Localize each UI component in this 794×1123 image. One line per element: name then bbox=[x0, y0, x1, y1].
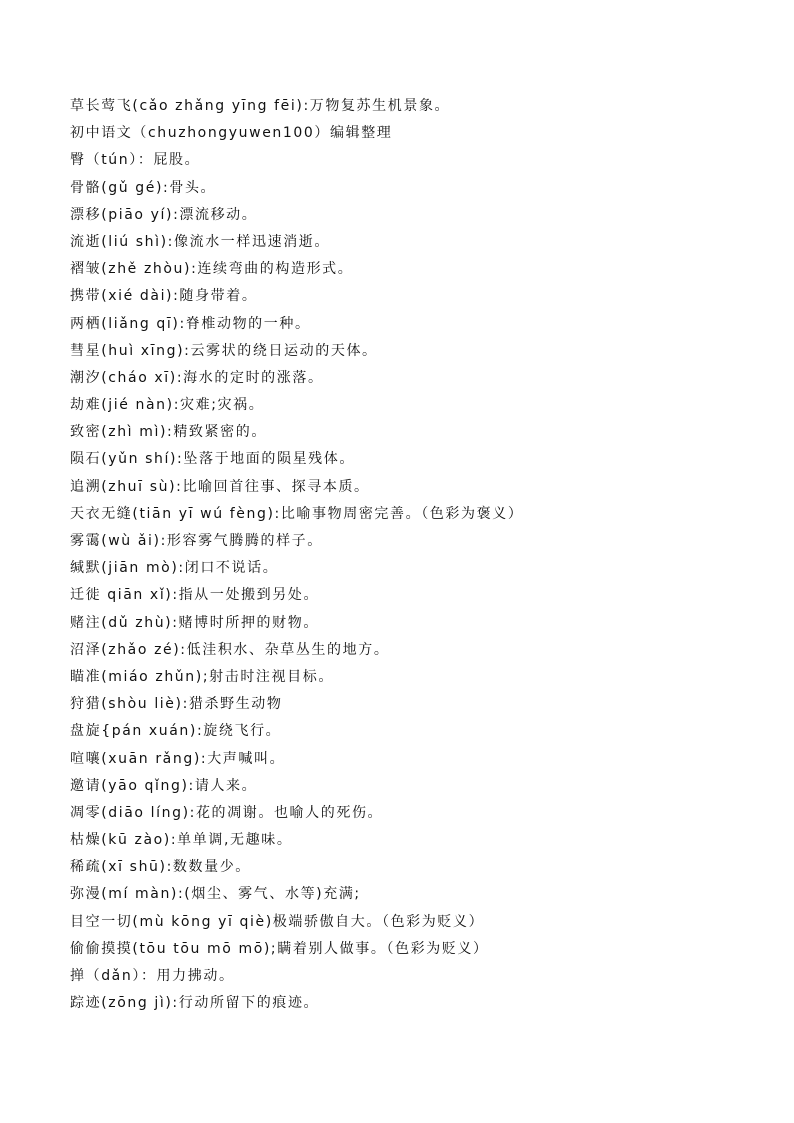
vocabulary-line: 陨石(yǔn shí):坠落于地面的陨星残体。 bbox=[70, 451, 355, 468]
vocabulary-line: 喧嚷(xuān rǎng):大声喊叫。 bbox=[70, 750, 286, 767]
vocabulary-line: 潮汐(cháo xī):海水的定时的涨落。 bbox=[70, 369, 324, 386]
vocabulary-line: 盘旋{pán xuán):旋绕飞行。 bbox=[70, 723, 282, 740]
vocabulary-line: 掸（dǎn）：用力拂动。 bbox=[70, 968, 235, 984]
vocabulary-line: 骨骼(gǔ gé):骨头。 bbox=[70, 179, 217, 196]
vocabulary-line: 彗星(huì xīng):云雾状的绕日运动的天体。 bbox=[70, 342, 378, 359]
vocabulary-line: 劫难(jié nàn):灾难;灾祸。 bbox=[70, 397, 265, 414]
vocabulary-line: 目空一切(mù kōng yī qiè)极端骄傲自大。（色彩为贬义） bbox=[70, 913, 485, 930]
vocabulary-line: 两栖(liǎng qī):脊椎动物的一种。 bbox=[70, 315, 311, 332]
vocabulary-line: 稀疏(xī shū):数数量少。 bbox=[70, 859, 251, 876]
vocabulary-line: 踪迹(zōng jì):行动所留下的痕迹。 bbox=[70, 995, 320, 1012]
vocabulary-line: 沼泽(zhǎo zé):低洼积水、杂草丛生的地方。 bbox=[70, 641, 390, 658]
vocabulary-line: 凋零(diāo líng):花的凋谢。也喻人的死伤。 bbox=[70, 804, 384, 821]
vocabulary-line: 雾霭(wù ǎi):形容雾气腾腾的样子。 bbox=[70, 533, 323, 549]
vocabulary-line: 偷偷摸摸(tōu tōu mō mō);瞒着别人做事。（色彩为贬义） bbox=[70, 940, 489, 957]
vocabulary-line: 赌注(dǔ zhù):赌博时所押的财物。 bbox=[70, 614, 319, 631]
vocabulary-line: 漂移(piāo yí):漂流移动。 bbox=[70, 206, 258, 223]
vocabulary-line: 携带(xié dài):随身带着。 bbox=[70, 288, 258, 305]
vocabulary-line: 褶皱(zhě zhòu):连续弯曲的构造形式。 bbox=[70, 261, 354, 278]
vocabulary-line: 弥漫(mí màn):(烟尘、雾气、水等)充满; bbox=[70, 886, 361, 903]
vocabulary-list bbox=[70, 93, 750, 1017]
vocabulary-line: 致密(zhì mì):精致紧密的。 bbox=[70, 424, 267, 441]
vocabulary-line: 枯燥(kū zào):单单调,无趣味。 bbox=[70, 832, 293, 849]
vocabulary-line: 瞄准(miáo zhǔn);射击时注视目标。 bbox=[70, 668, 334, 685]
vocabulary-line: 天衣无缝(tiān yī wú fèng):比喻事物周密完善。（色彩为褒义） bbox=[70, 505, 524, 522]
vocabulary-line: 草长莺飞(cǎo zhǎng yīng fēi):万物复苏生机景象。 bbox=[70, 98, 451, 114]
vocabulary-line: 缄默(jiān mò):闭口不说话。 bbox=[70, 560, 279, 577]
vocabulary-line: 臀（tún）：屁股。 bbox=[70, 152, 201, 169]
vocabulary-line: 初中语文（chuzhongyuwen100）编辑整理 bbox=[70, 125, 393, 142]
vocabulary-line: 流逝(liú shì):像流水一样迅速消逝。 bbox=[70, 233, 330, 250]
vocabulary-line: 迁徙 qiān xǐ):指从一处搬到另处。 bbox=[70, 587, 320, 604]
vocabulary-line: 追溯(zhuī sù):比喻回首往事、探寻本质。 bbox=[70, 478, 370, 495]
vocabulary-line: 狩猎(shòu liè):猎杀野生动物 bbox=[70, 696, 283, 713]
vocabulary-line: 邀请(yāo qǐng):请人来。 bbox=[70, 777, 258, 794]
